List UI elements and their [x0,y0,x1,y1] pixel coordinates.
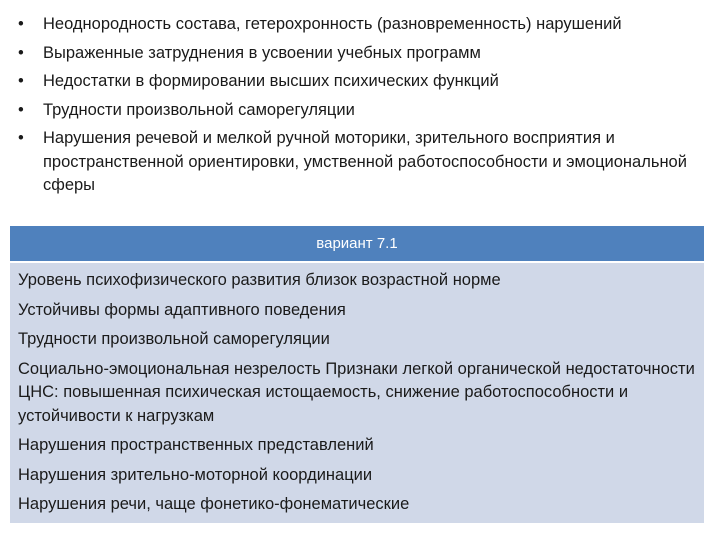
bullet-marker: • [18,129,24,147]
bullet-item [18,127,708,198]
bullet-text: Неоднородность состава, гетерохронность (разновременность) нарушений [43,15,622,33]
bullet-text: Недостатки в формировании высших психических функций [43,72,499,90]
table-row: Устойчивы формы адаптивного поведения [18,300,346,319]
table-row: Социально-эмоциональная незрелость Признаки легкой органической недостаточности ЦНС: повышенная психическая истощаемость, снижение работоспособности и устойчивости к нагрузкам [18,359,695,425]
table-row: Нарушения зрительно-моторной координации [18,465,373,484]
bullet-item [18,13,708,37]
bullet-text: Нарушения речевой и мелкой ручной моторики, зрительного восприятия и пространственной ориентировки, умственной работоспособности и эмоциональной сферы [43,129,687,194]
bullet-marker: • [18,100,24,119]
bullet-list [18,13,708,203]
table-header: вариант 7.1 [10,226,704,262]
table-row: Нарушения речи, чаще фонетико-фонематические [18,495,410,513]
bullet-item [18,42,708,66]
table-body [10,262,704,523]
table-row: Нарушения пространственных представлений [18,436,374,454]
bullet-item [18,99,708,123]
variant-table [10,226,704,523]
bullet-marker: • [18,15,24,33]
table-row: Уровень психофизического развития близок возрастной норме [18,271,501,289]
table-row: Трудности произвольной саморегуляции [18,330,330,348]
bullet-marker: • [18,43,24,62]
bullet-item [18,70,708,94]
bullet-marker: • [18,72,24,90]
bullet-text: Выраженные затруднения в усвоении учебных программ [43,43,481,62]
bullet-text: Трудности произвольной саморегуляции [43,100,355,119]
